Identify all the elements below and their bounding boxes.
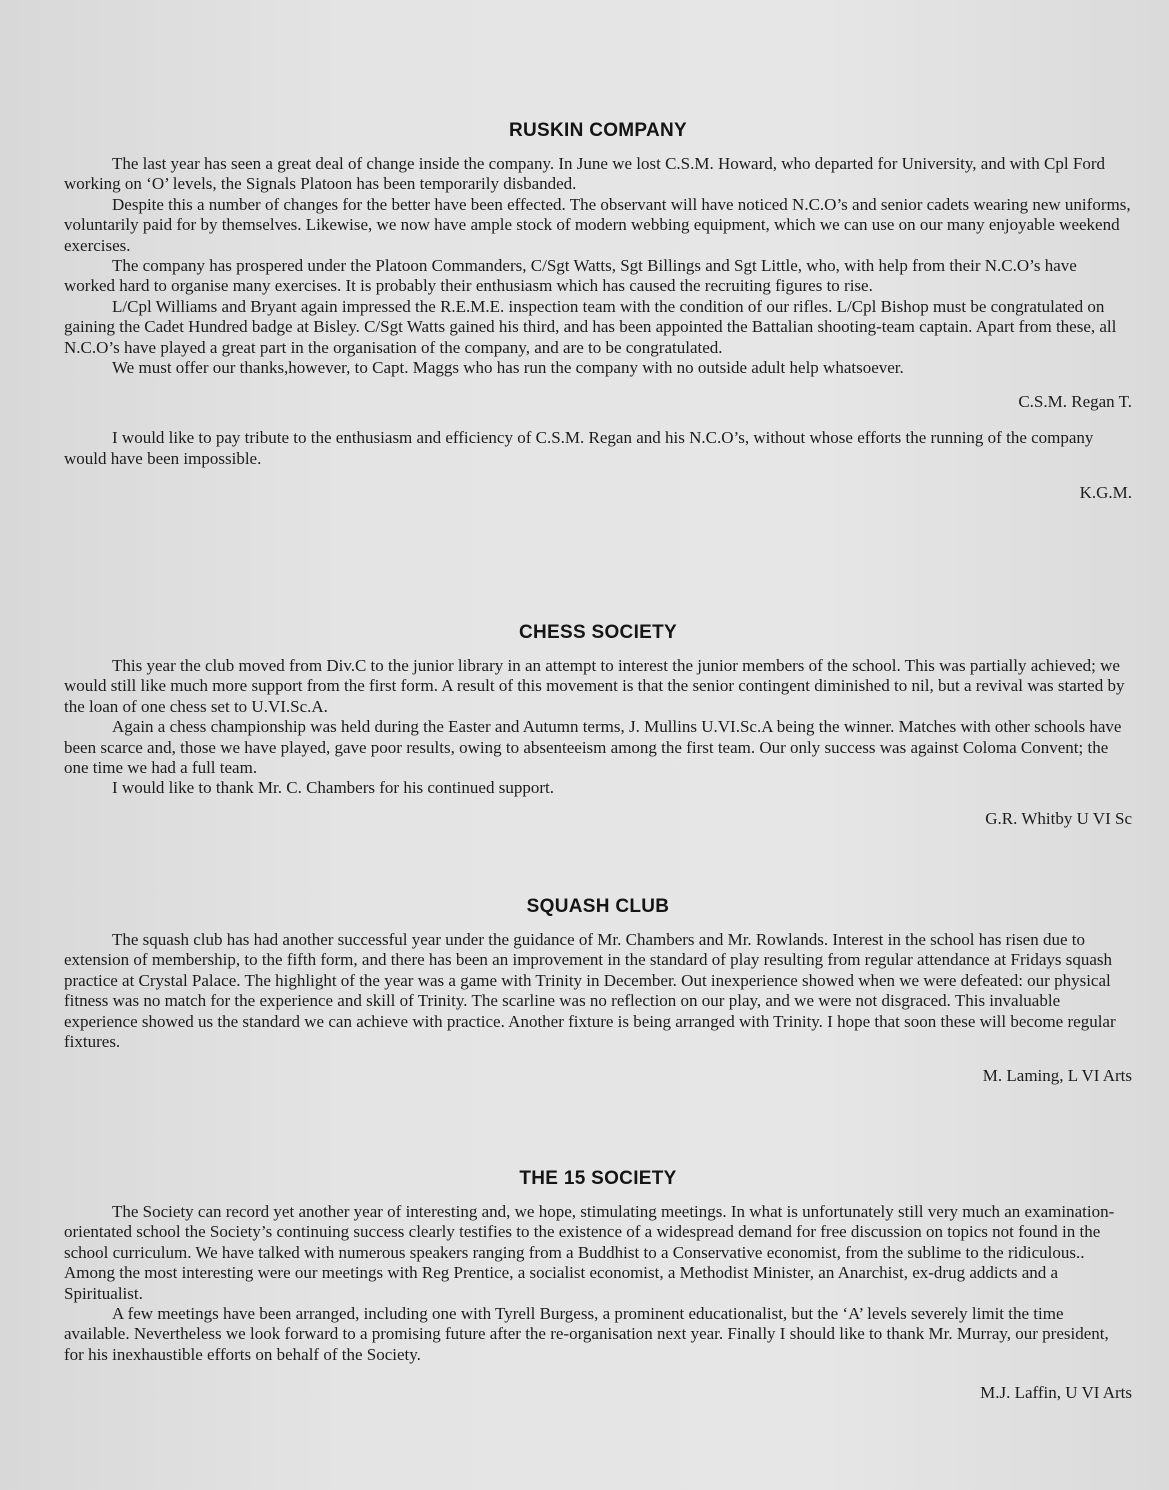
paragraph: The squash club has had another successful year under the guidance of Mr. Chambers and Mr. Rowlands. Interest in the school has risen due to extension of membership, to the fifth form, and there has been an improvement in the standard of play resulting from regular attendance at Fridays squash practice at Crystal Palace. The highlight of the year was a game with Trinity in December. Out inexperience showed when we were defeated: our physical fitness was no match for the experience and skill of Trinity. The scarline was no reflection on our play, and we were not disgraced. This invaluable experience showed us the standard we can achieve with practice. Another fixture is being arranged with Trinity. I hope that soon these will become regular fixtures. [64, 930, 1116, 1052]
paragraph: I would like to thank Mr. C. Chambers for his continued support. [112, 778, 554, 798]
paragraph: Despite this a number of changes for the better have been effected. The observant will have noticed N.C.O’s and senior cadets wearing new uniforms, voluntarily paid for by themselves. Likewise, we now have ample stock of modern webbing equipment, which we can use on our many enjoyable weekend exercises. [64, 194, 1131, 255]
signature: G.R. Whitby U VI Sc [985, 808, 1132, 828]
paragraph: The Society can record yet another year of interesting and, we hope, stimulating meetings. In what is unfortunately still very much an examination-orientated school the Society’s continuing success clearly testifies to the existence of a widespread demand for free discussion on topics not found in the school curriculum. We have talked with numerous speakers ranging from a Buddhist to a Conservative economist, from the sublime to the ridiculous.. Among the most interesting were our meetings with Reg Prentice, a socialist economist, a Methodist Minister, an Anarchist, ex-drug addicts and a Spiritualist. [64, 1202, 1115, 1303]
tribute-signature: K.G.M. [1079, 483, 1132, 503]
section-title: RUSKIN COMPANY [508, 120, 688, 141]
signature: M.J. Laffin, U VI Arts [980, 1383, 1132, 1403]
paragraph: A few meetings have been arranged, including one with Tyrell Burgess, a prominent educationalist, but the ‘A’ levels severely limit the time available. Nevertheless we look forward to a promising future after the re-organisation next year. Finally I should like to thank Mr. Murray, our president, for his inexhaustible efforts on behalf of the Society. [64, 1304, 1109, 1364]
signature: C.S.M. Regan T. [1018, 392, 1132, 412]
tribute-paragraph: I would like to pay tribute to the enthusiasm and efficiency of C.S.M. Regan and his N.C.O’s, without whose efforts the running of the company would have been impossible. [64, 428, 1094, 468]
section-title: CHESS SOCIETY [518, 622, 678, 643]
ruskin-company-section [64, 120, 1132, 503]
paragraph: L/Cpl Williams and Bryant again impressed the R.E.M.E. inspection team with the condition of our rifles. L/Cpl Bishop must be congratulated on gaining the Cadet Hundred badge at Bisley. C/Sgt Watts gained his third, and has been appointed the Battalian shooting-team captain. Apart from these, all N.C.O’s have played a great part in the organisation of the company, and are to be congratulated. [64, 296, 1117, 357]
section-title: THE 15 SOCIETY [519, 1168, 677, 1189]
signature: M. Laming, L VI Arts [982, 1066, 1132, 1086]
paragraph: The last year has seen a great deal of change inside the company. In June we lost C.S.M. Howard, who departed for University, and with Cpl Ford working on ‘O’ levels, the Signals Platoon has been temporarily disbanded. [64, 154, 1105, 194]
paragraph: The company has prospered under the Platoon Commanders, C/Sgt Watts, Sgt Billings and Sgt Little, who, with help from their N.C.O’s have worked hard to organise many exercises. It is probably their enthusiasm which has caused the recruiting figures to rise. [64, 256, 1077, 296]
section-title: SQUASH CLUB [526, 896, 670, 917]
paragraph: We must offer our thanks,however, to Capt. Maggs who has run the company with no outside adult help whatsoever. [112, 358, 904, 378]
paragraph: This year the club moved from Div.C to the junior library in an attempt to interest the junior members of the school. This was partially achieved; we would still like much more support from the first form. A result of this movement is that the senior contingent diminished to nil, but a revival was started by the loan of one chess set to U.VI.Sc.A. [64, 656, 1125, 716]
squash-club-section [64, 896, 1132, 1086]
paragraph: Again a chess championship was held during the Easter and Autumn terms, J. Mullins U.VI.Sc.A being the winner. Matches with other schools have been scarce and, those we have played, gave poor results, owing to absenteeism among the first team. Our only success was against Coloma Convent; the one time we had a full team. [64, 717, 1122, 778]
fifteen-society-section [64, 1168, 1132, 1403]
chess-society-section [64, 622, 1132, 829]
